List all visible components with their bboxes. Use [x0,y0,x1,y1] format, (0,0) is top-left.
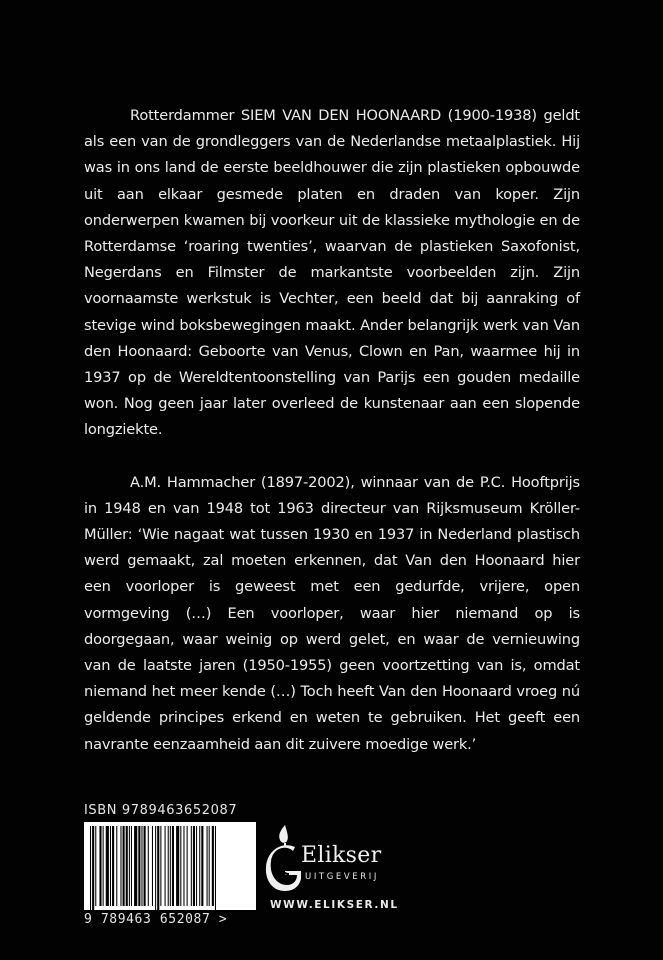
quote-intro: A.M. Hammacher (1897-2002), winnaar van de P.C. Hooftprijs in 1948 en van 1948 tot 1963 directeur van Rijksmuseum Kröller-Müller: [84,473,580,544]
barcode-digits: 9 789463 652087 > [84,912,228,927]
barcode-bars [84,822,256,910]
hammacher-quote: ‘Wie nagaat wat tussen 1930 en 1937 in Nederland plastisch werd gemaakt, zal moeten erkennen, dat Van den Hoonaard hier een voorloper is geweest met een gedurfde, vrijere, open vormgeving (…) Een voorloper, waar hier niemand op is doorgegaan, waar weinig op werd gelet, en waar de vernieuwing van de laatste jaren (1950-1955) geen voortzetting van is, omdat niemand het meer kende (…) Toch heeft Van den Hoonaard vroeg nú geldende principes erkend en weten te gebruiken. Het geeft een navrante eenzaamheid aan dit zuivere moedige werk.’ [84,526,580,753]
blurb-paragraph-1: Rotterdammer SIEM VAN DEN HOONAARD (1900-1938) geldt als een van de grondleggers van de Nederlandse metaalplastiek. Hij was in ons land de eerste beeldhouwer die zijn plastieken opbouwde uit aan elkaar gesmede platen en draden van koper. Zijn onderwerpen kwamen bij voorkeur uit de klassieke mythologie en de Rotterdamse ‘roaring twenties’, waarvan de plastieken Saxofonist, Negerdans en Filmster de markantste voorbeelden zijn. Zijn voornaamste werkstuk is Vechter, een beeld dat bij aanraking of stevige wind boksbewegingen maakt. Ander belangrijk werk van Van den Hoonaard: Geboorte van Venus, Clown en Pan, waarmee hij in 1937 op de Wereldtentoonstelling van Parijs een gouden medaille won. Nog geen jaar later overleed de kunstenaar aan een slopende longziekte. [84,107,580,439]
publisher-name: Elikser [301,843,382,868]
blurb-paragraph-2 [84,470,580,758]
isbn-label: ISBN 9789463652087 [84,803,238,818]
elikser-logo-icon [263,823,303,895]
barcode [84,822,256,910]
blurb-text [84,103,580,758]
publisher-subtitle: UITGEVERIJ [305,872,379,882]
publisher-url: WWW.ELIKSER.NL [270,899,399,911]
